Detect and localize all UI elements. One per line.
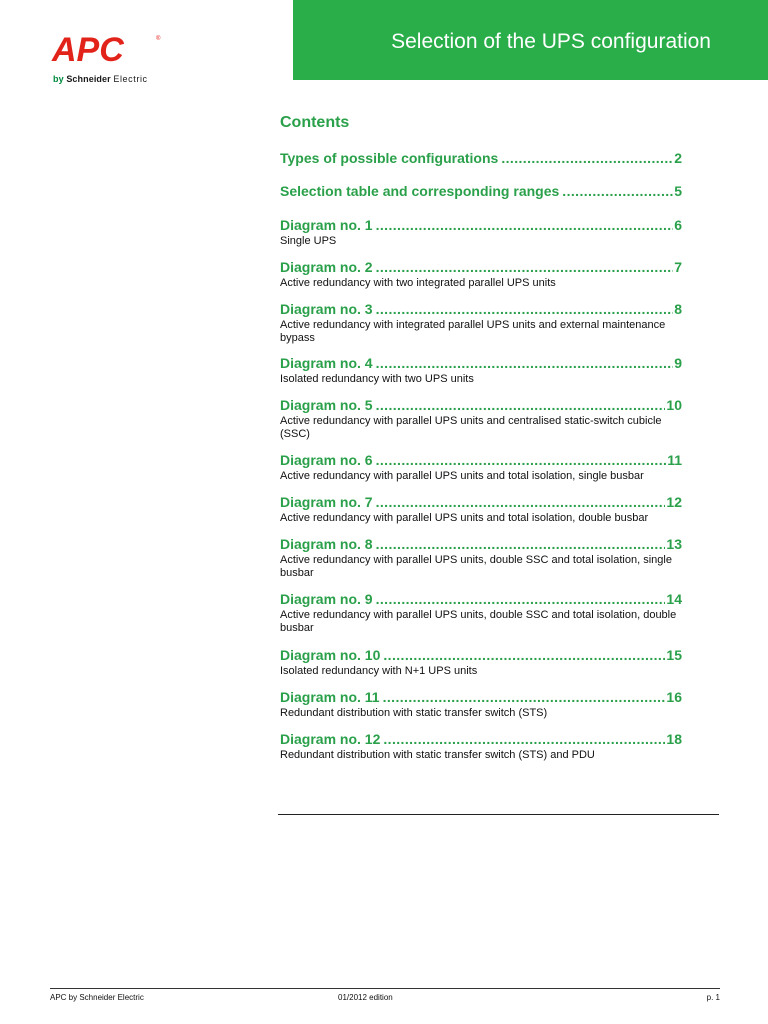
page-title: Selection of the UPS configuration [391,30,711,53]
toc-entry-label: Diagram no. 4 [280,355,373,371]
toc-entry-description: Isolated redundancy with N+1 UPS units [280,665,478,677]
toc-entry-page: 13 [666,536,682,552]
toc-leader [562,183,673,199]
logo-sub-schneider: Schneider [66,74,111,84]
toc-entry-description: Active redundancy with parallel UPS units, double SSC and total isolation, single busbar [280,554,672,579]
toc-entry-label: Diagram no. 8 [280,536,373,552]
toc-leader [383,689,666,705]
toc-entry-label: Diagram no. 6 [280,452,373,468]
toc-entry-label: Diagram no. 9 [280,591,373,607]
toc-entry-label: Diagram no. 5 [280,397,373,413]
footer-edition: 01/2012 edition [338,993,393,1002]
footer-rule [50,988,720,989]
toc-entry[interactable] [280,150,682,166]
footer-page-number: p. 1 [706,993,720,1002]
toc-entry-label: Types of possible configurations [280,150,499,166]
toc-entry-page: 9 [674,355,682,371]
toc-leader [501,150,673,166]
toc-entry-label: Diagram no. 12 [280,731,381,747]
toc-leader [376,259,674,275]
toc-entry[interactable] [280,259,682,290]
toc-entry[interactable] [280,494,682,525]
toc-leader [383,647,665,663]
toc-leader [383,731,665,747]
contents-heading: Contents [280,114,350,131]
toc-entry-label: Diagram no. 10 [280,647,381,663]
apc-logo-mark [50,30,165,70]
apc-logo [50,30,165,90]
toc-entry[interactable] [280,536,682,580]
toc-leader [376,452,667,468]
toc-entry[interactable] [280,731,682,762]
toc-entry-page: 7 [674,259,682,275]
footer-company: APC by Schneider Electric [50,993,144,1002]
toc-leader [376,494,666,510]
toc-entry-description: Active redundancy with two integrated parallel UPS units [280,277,556,289]
toc-entry-page: 5 [674,183,682,199]
toc-leader [376,397,666,413]
toc-entry-description: Single UPS [280,235,337,247]
toc-leader [376,591,666,607]
toc-entry[interactable] [280,217,682,248]
toc-entry-description: Isolated redundancy with two UPS units [280,373,474,385]
toc-entry-description: Redundant distribution with static transfer switch (STS) [280,707,548,719]
logo-subtitle [53,74,148,84]
toc-entry-description: Active redundancy with parallel UPS units and centralised static-switch cubicle (SSC) [280,415,662,440]
logo-text: APC [52,31,124,69]
toc-entry[interactable] [280,183,682,199]
toc-entry-description: Redundant distribution with static transfer switch (STS) and PDU [280,749,595,761]
toc-entry-description: Active redundancy with parallel UPS units and total isolation, double busbar [280,512,649,524]
toc-entry-page: 11 [667,452,682,468]
toc-entry-page: 15 [666,647,682,663]
toc-entry[interactable] [280,355,682,386]
toc-entry[interactable] [280,397,682,441]
toc-entry[interactable] [280,452,682,483]
toc-entry-label: Selection table and corresponding ranges [280,183,560,199]
toc-entry[interactable] [280,689,682,720]
toc-entry-page: 16 [666,689,682,705]
toc-entry-label: Diagram no. 11 [280,689,380,705]
toc-entry-description: Active redundancy with integrated parallel UPS units and external maintenance bypass [280,319,666,344]
logo-sub-electric: Electric [113,74,148,84]
toc-entry[interactable] [280,647,682,678]
logo-sub-by: by [53,74,64,84]
toc-entry-label: Diagram no. 7 [280,494,373,510]
toc-entry-page: 12 [666,494,682,510]
toc-entry[interactable] [280,301,682,345]
toc-entry[interactable] [280,591,682,635]
toc-entry-page: 2 [674,150,682,166]
toc-entry-description: Active redundancy with parallel UPS units and total isolation, single busbar [280,470,644,482]
contents-divider [278,814,719,815]
toc-entry-page: 14 [666,591,682,607]
toc-leader [376,536,666,552]
toc-entry-label: Diagram no. 2 [280,259,373,275]
toc-entry-page: 6 [674,217,682,233]
toc-leader [376,217,674,233]
toc-leader [376,301,674,317]
toc-entry-page: 10 [666,397,682,413]
toc-entry-label: Diagram no. 3 [280,301,373,317]
toc-entry-label: Diagram no. 1 [280,217,373,233]
header-band [293,0,768,80]
toc-entry-page: 8 [674,301,682,317]
toc-leader [376,355,674,371]
registered-mark: ® [156,36,161,42]
toc-entry-page: 18 [666,731,682,747]
toc-entry-description: Active redundancy with parallel UPS units, double SSC and total isolation, double busbar [280,609,677,634]
